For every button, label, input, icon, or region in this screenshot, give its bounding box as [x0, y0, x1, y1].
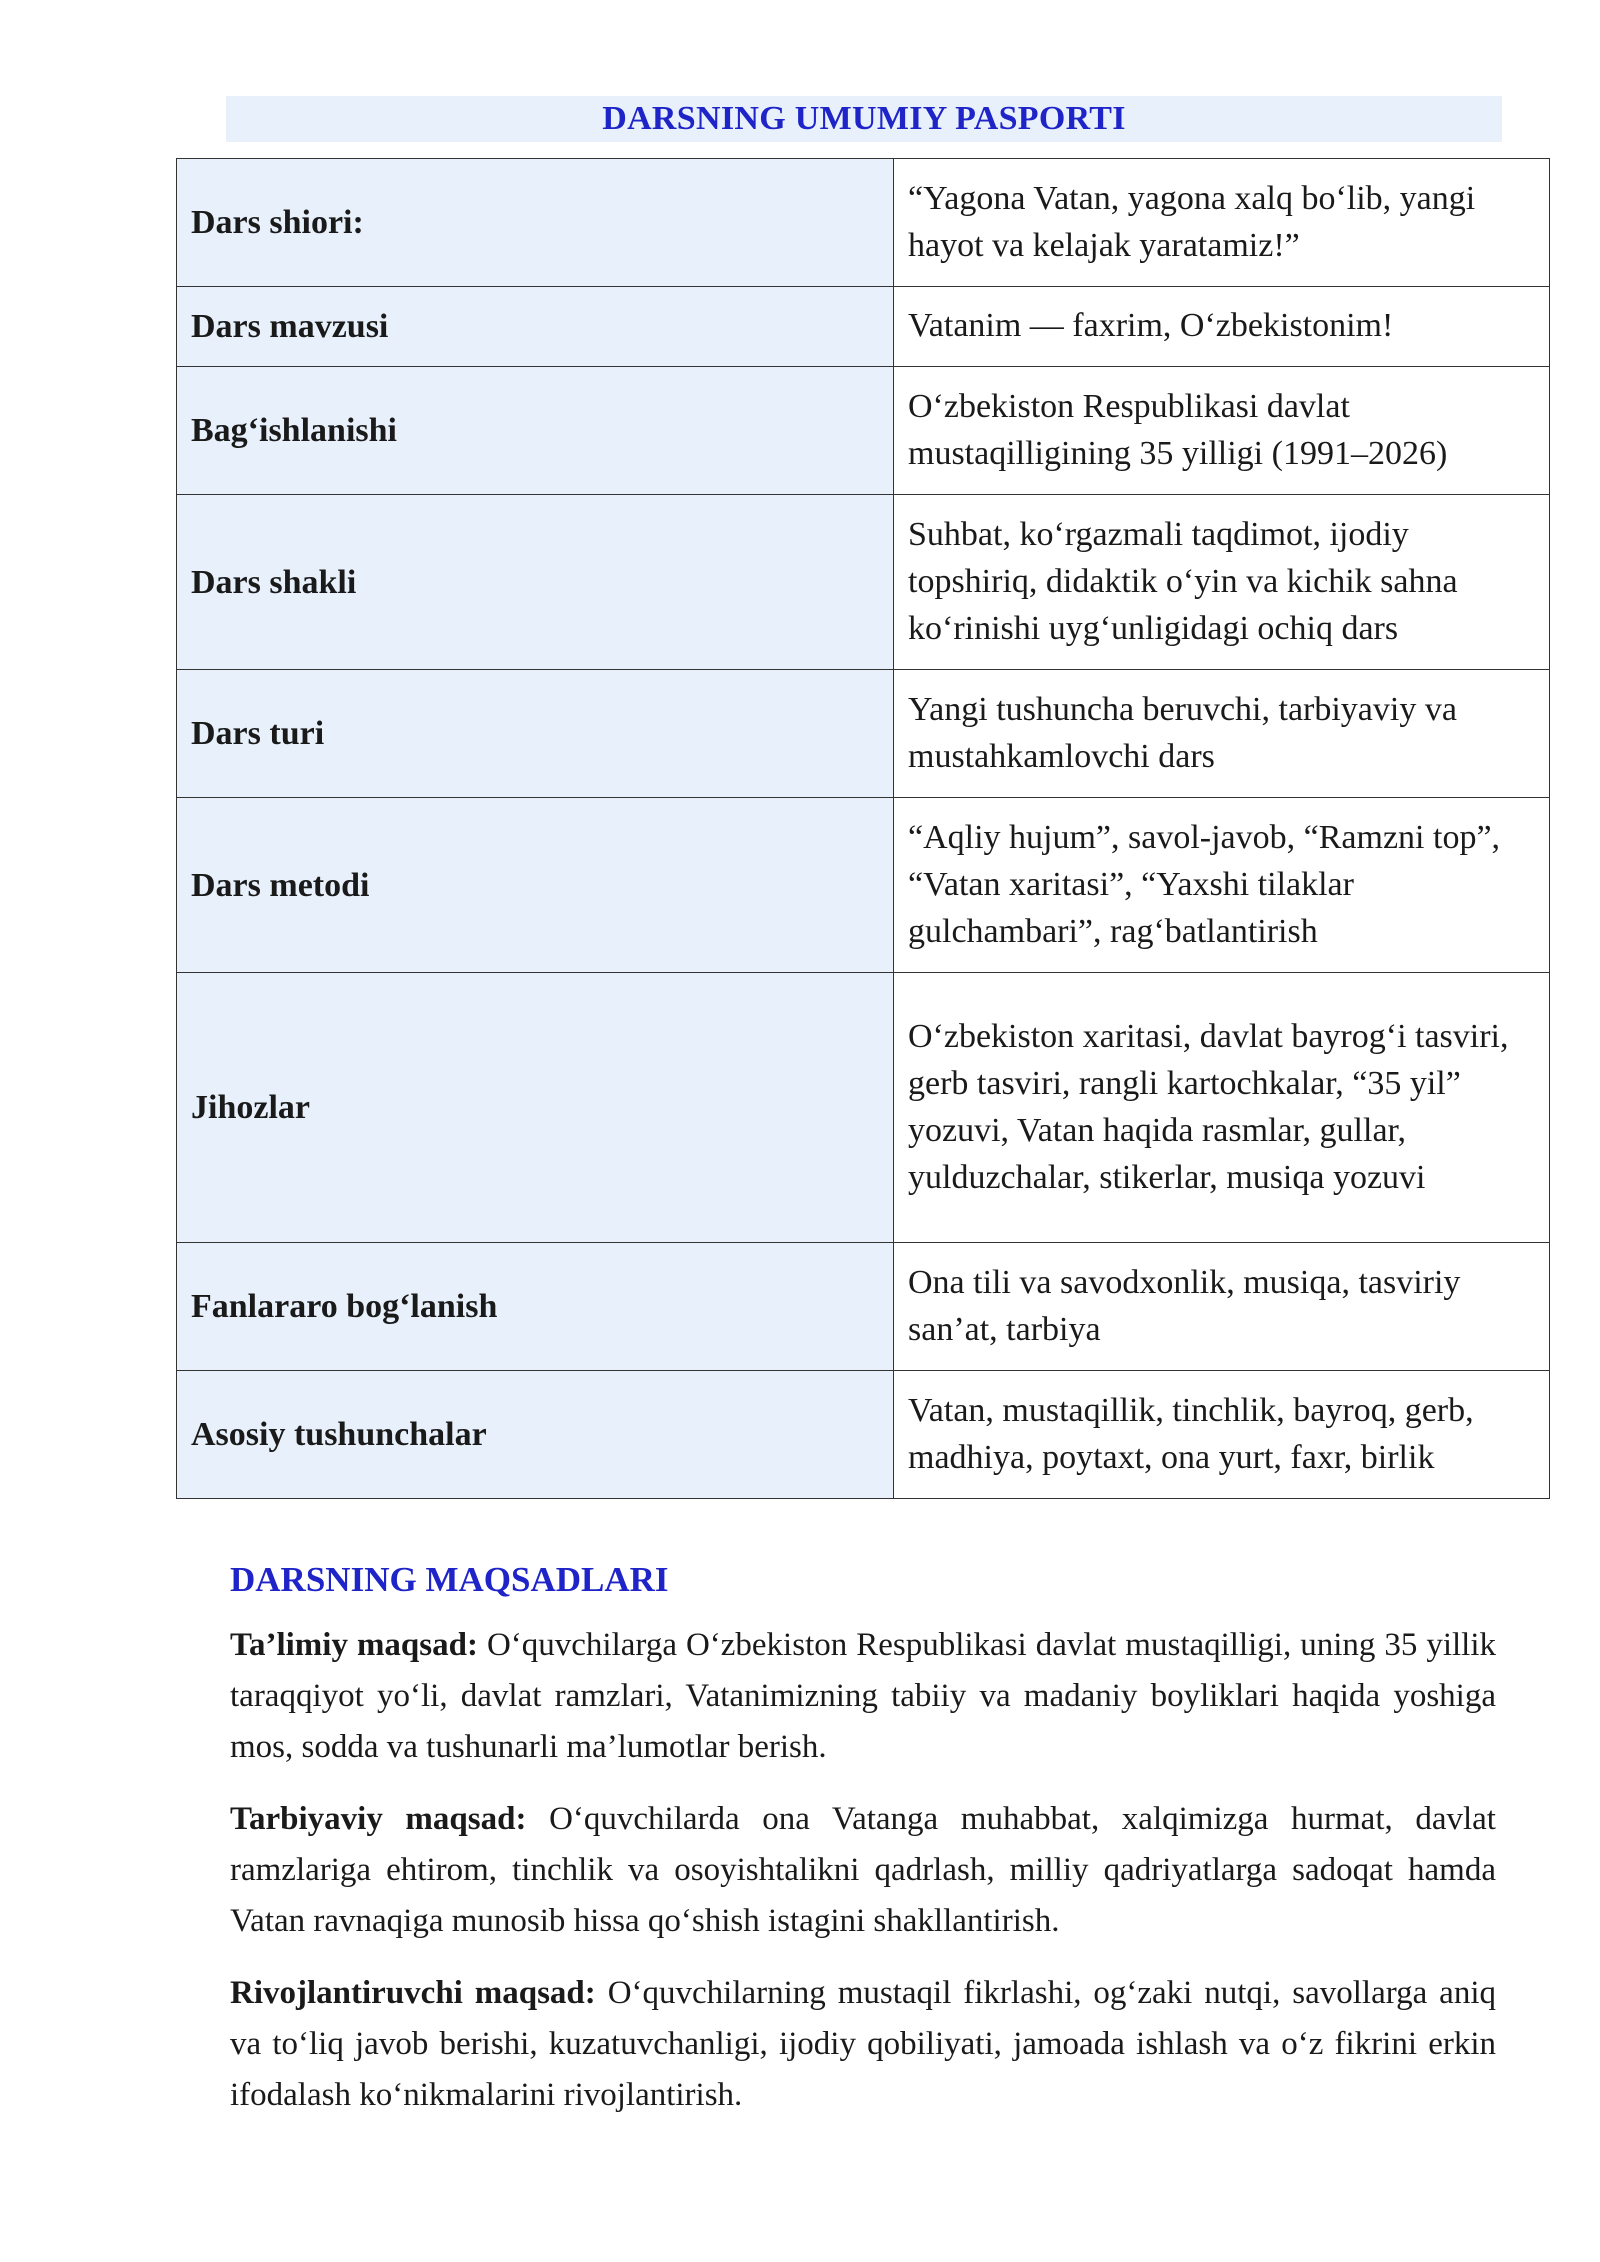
tarbiyaviy-goal-paragraph [230, 1794, 1496, 1947]
row-label: Fanlararo bog‘lanish [177, 1243, 894, 1371]
passport-header-bar [226, 96, 1502, 142]
row-label: Jihozlar [177, 973, 894, 1243]
table-row [177, 367, 1550, 495]
table-row [177, 798, 1550, 973]
row-label: Dars turi [177, 670, 894, 798]
row-value: Suhbat, ko‘rgazmali taqdimot, ijodiy topshiriq, didaktik o‘yin va kichik sahna ko‘rinishi uyg‘unligidagi ochiq dars [894, 495, 1550, 670]
rivojlantiruvchi-goal-paragraph [230, 1968, 1496, 2121]
row-value: O‘zbekiston Respublikasi davlat mustaqilligining 35 yilligi (1991–2026) [894, 367, 1550, 495]
table-row [177, 1371, 1550, 1499]
table-row [177, 670, 1550, 798]
table-row [177, 1243, 1550, 1371]
row-label: Dars mavzusi [177, 287, 894, 367]
row-value: Vatanim — faxrim, O‘zbekistonim! [894, 287, 1550, 367]
table-row [177, 973, 1550, 1243]
goals-section-title: DARSNING MAQSADLARI [230, 1560, 669, 1599]
row-value: Vatan, mustaqillik, tinchlik, bayroq, gerb, madhiya, poytaxt, ona yurt, faxr, birlik [894, 1371, 1550, 1499]
row-value: Ona tili va savodxonlik, musiqa, tasviriy san’at, tarbiya [894, 1243, 1550, 1371]
row-label: Dars shakli [177, 495, 894, 670]
row-label: Bag‘ishlanishi [177, 367, 894, 495]
talimiy-goal-text: O‘quvchilarga O‘zbekiston Respublikasi davlat mustaqilligi, uning 35 yillik taraqqiyot yo‘li, davlat ramzlari, Vatanimizning tabiiy va madaniy boyliklari haqida yoshiga mos, sodda va tushunarli ma’lumotlar berish. [230, 1627, 1497, 1765]
tarbiyaviy-goal-text: O‘quvchilarda ona Vatanga muhabbat, xalqimizga hurmat, davlat ramzlariga ehtirom, tinchlik va osoyishtalikni qadrlash, milliy qadriyatlarga sadoqat hamda Vatan ravnaqiga munosib hissa qo‘shish istagini shakllantirish. [230, 1801, 1496, 1939]
table-row [177, 159, 1550, 287]
row-value: “Yagona Vatan, yagona xalq bo‘lib, yangi hayot va kelajak yaratamiz!” [894, 159, 1550, 287]
lesson-passport-table [176, 158, 1550, 1499]
row-label: Dars metodi [177, 798, 894, 973]
tarbiyaviy-goal-label: Tarbiyaviy maqsad: [230, 1801, 527, 1837]
row-value: “Aqliy hujum”, savol-javob, “Ramzni top”, “Vatan xaritasi”, “Yaxshi tilaklar gulchambari”, rag‘batlantirish [894, 798, 1550, 973]
table-row [177, 287, 1550, 367]
row-value: Yangi tushuncha beruvchi, tarbiyaviy va mustahkamlovchi dars [894, 670, 1550, 798]
talimiy-goal-paragraph [230, 1620, 1496, 1773]
rivojlantiruvchi-goal-text: O‘quvchilarning mustaqil fikrlashi, og‘zaki nutqi, savollarga aniq va to‘liq javob berishi, kuzatuvchanligi, ijodiy qobiliyati, jamoada ishlash va o‘z fikrini erkin ifodalash ko‘nikmalarini rivojlantirish. [230, 1975, 1496, 2113]
table-row [177, 495, 1550, 670]
rivojlantiruvchi-goal-label: Rivojlantiruvchi maqsad: [230, 1975, 596, 2011]
row-value: O‘zbekiston xaritasi, davlat bayrog‘i tasviri, gerb tasviri, rangli kartochkalar, “35 yil” yozuvi, Vatan haqida rasmlar, gullar, yulduzchalar, stikerlar, musiqa yozuvi [894, 973, 1550, 1243]
row-label: Dars shiori: [177, 159, 894, 287]
row-label: Asosiy tushunchalar [177, 1371, 894, 1499]
talimiy-goal-label: Ta’limiy maqsad: [230, 1627, 478, 1663]
passport-title: DARSNING UMUMIY PASPORTI [602, 100, 1126, 137]
